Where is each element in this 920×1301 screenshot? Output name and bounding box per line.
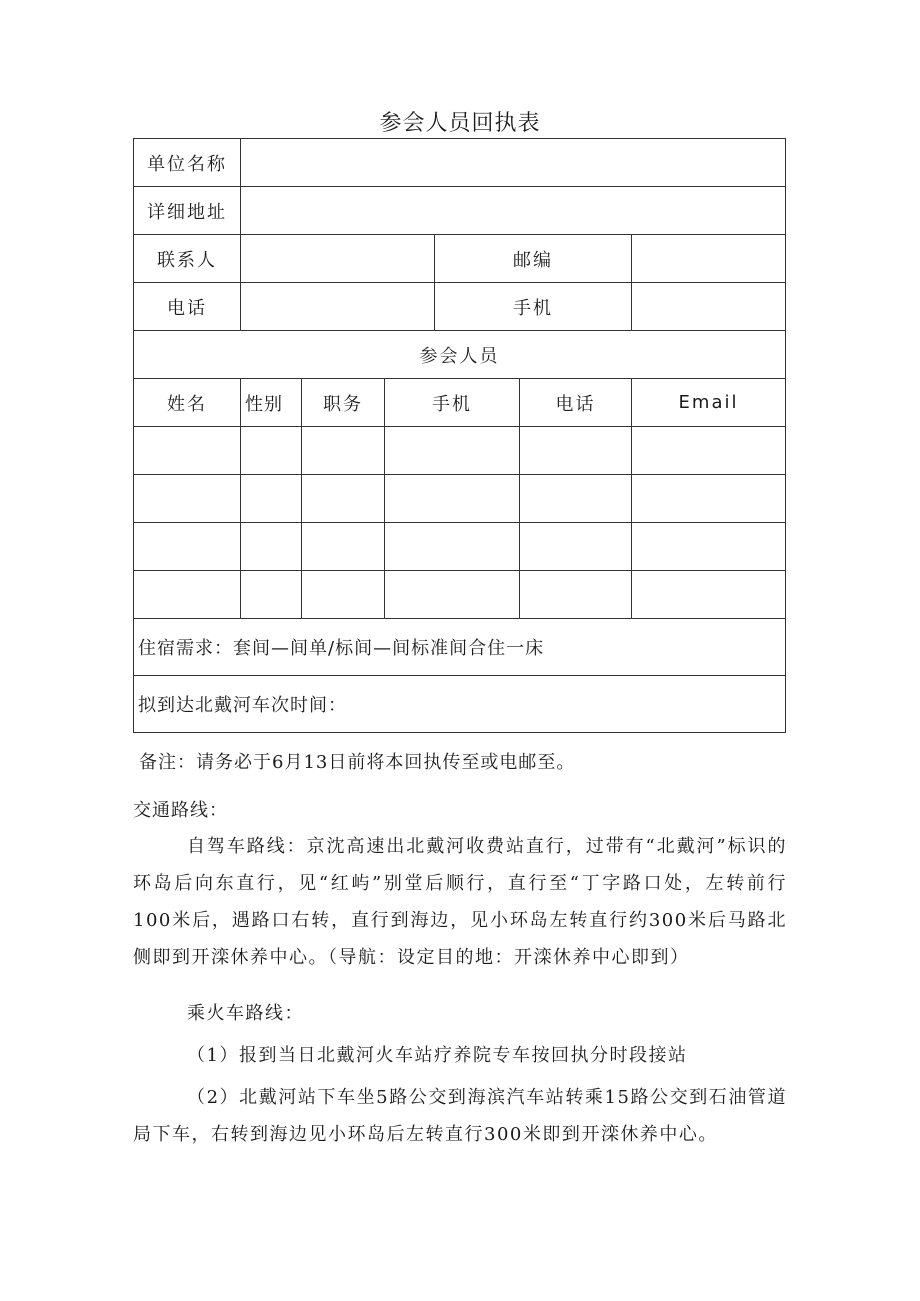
attendee-mobile-cell[interactable] (385, 475, 520, 523)
contact-row (134, 235, 786, 283)
attendee-mobile-cell[interactable] (385, 523, 520, 571)
attendee-gender-cell[interactable] (241, 427, 302, 475)
postcode-label: 邮编 (435, 235, 632, 283)
attendees-heading: 参会人员 (134, 331, 786, 379)
arrival-row (134, 676, 786, 733)
column-header-name: 姓名 (134, 379, 241, 427)
attendees-heading-row (134, 331, 786, 379)
accommodation-field[interactable]: 住宿需求：套间—间单/标间—间标准间合住一床 (134, 619, 786, 676)
column-header-mobile: 手机 (385, 379, 520, 427)
column-header-email: Email (632, 379, 786, 427)
unit-name-label: 单位名称 (134, 139, 241, 187)
attendee-position-cell[interactable] (302, 427, 385, 475)
page-title: 参会人员回执表 (379, 111, 541, 136)
attendee-email-cell[interactable] (632, 427, 786, 475)
attendee-gender-cell[interactable] (241, 523, 302, 571)
contact-label: 联系人 (134, 235, 241, 283)
attendee-row (134, 571, 786, 619)
attendee-row (134, 523, 786, 571)
train-route-item-1: （1）报到当日北戴河火车站疗养院专车按回执分时段接站 (187, 1045, 688, 1066)
transport-heading: 交通路线： (133, 800, 228, 821)
attendee-row (134, 427, 786, 475)
column-header-position: 职务 (302, 379, 385, 427)
phone-row (134, 283, 786, 331)
attendee-position-cell[interactable] (302, 571, 385, 619)
attendee-email-cell[interactable] (632, 475, 786, 523)
attendee-gender-cell[interactable] (241, 571, 302, 619)
arrival-field[interactable]: 拟到达北戴河车次时间： (134, 676, 786, 733)
attendee-row (134, 475, 786, 523)
attendee-name-cell[interactable] (134, 523, 241, 571)
drive-route-paragraph: 自驾车路线：京沈高速出北戴河收费站直行，过带有“北戴河”标识的环岛后向东直行，见“红屿”别堂后顺行，直行至“丁字路口处，左转前行100米后，遇路口右转，直行到海边，见小环岛左转直行约300米后马路北侧即到开滦休养中心。（导航：设定目的地：开滦休养中心即到） (133, 836, 787, 968)
attendee-gender-cell[interactable] (241, 475, 302, 523)
accommodation-row (134, 619, 786, 676)
attendee-phone-cell[interactable] (520, 427, 632, 475)
attendee-position-cell[interactable] (302, 475, 385, 523)
unit-name-row (134, 139, 786, 187)
phone-label: 电话 (134, 283, 241, 331)
registration-form (133, 138, 786, 733)
attendee-phone-cell[interactable] (520, 523, 632, 571)
address-field[interactable] (241, 187, 786, 235)
column-header-phone: 电话 (520, 379, 632, 427)
train-route-item-2: （2）北戴河站下车坐5路公交到海滨汽车站转乘15路公交到石油管道局下车，右转到海边见小环岛后左转直行300米即到开滦休养中心。 (133, 1087, 787, 1145)
attendee-phone-cell[interactable] (520, 475, 632, 523)
attendee-name-cell[interactable] (134, 427, 241, 475)
attendee-mobile-cell[interactable] (385, 427, 520, 475)
contact-field[interactable] (241, 235, 435, 283)
address-row (134, 187, 786, 235)
attendee-name-cell[interactable] (134, 475, 241, 523)
attendee-position-cell[interactable] (302, 523, 385, 571)
postcode-field[interactable] (632, 235, 786, 283)
phone-field[interactable] (241, 283, 435, 331)
mobile-field[interactable] (632, 283, 786, 331)
attendee-name-cell[interactable] (134, 571, 241, 619)
address-label: 详细地址 (134, 187, 241, 235)
mobile-label: 手机 (435, 283, 632, 331)
note-text: 备注：请务必于6月13日前将本回执传至或电邮至。 (139, 752, 576, 773)
attendees-header-row (134, 379, 786, 427)
unit-name-field[interactable] (241, 139, 786, 187)
attendee-mobile-cell[interactable] (385, 571, 520, 619)
attendee-email-cell[interactable] (632, 571, 786, 619)
attendee-email-cell[interactable] (632, 523, 786, 571)
column-header-gender: 性别 (241, 379, 302, 427)
attendee-phone-cell[interactable] (520, 571, 632, 619)
train-route-heading: 乘火车路线： (187, 1003, 304, 1024)
